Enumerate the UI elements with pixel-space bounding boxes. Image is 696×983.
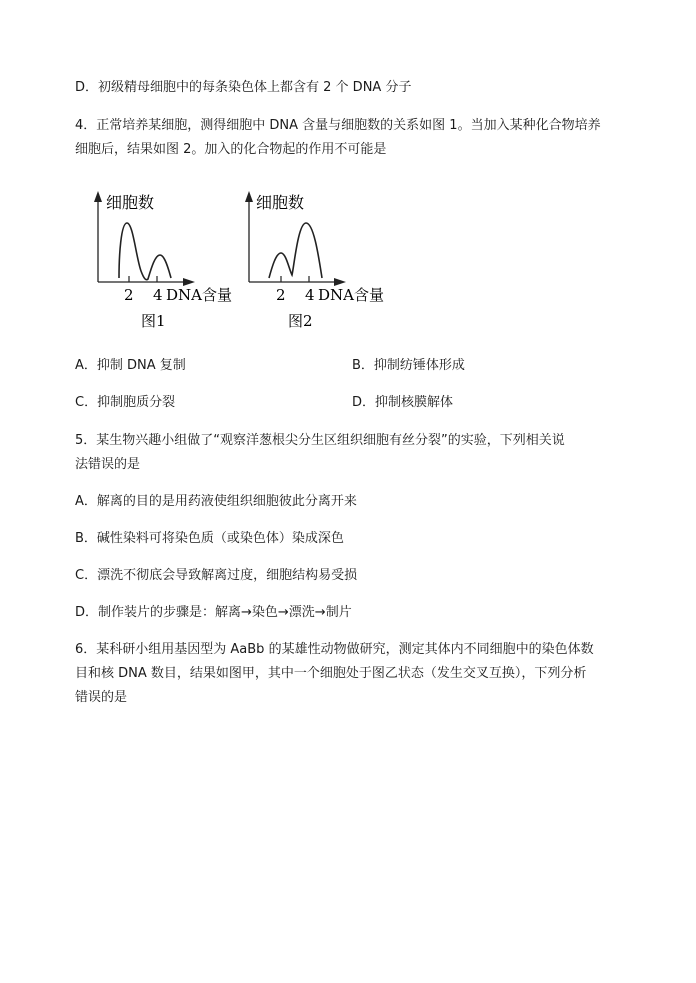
figure-2: [236, 185, 396, 335]
q3-option-d: D．初级精母细胞中的每条染色体上都含有 2 个 DNA 分子: [75, 80, 412, 95]
q5-stem-line1: 5．某生物兴趣小组做了“观察洋葱根尖分生区组织细胞有丝分裂”的实验，下列相关说: [75, 433, 565, 448]
q4-option-a[interactable]: A．抑制 DNA 复制: [75, 358, 186, 373]
y-axis-arrow: [245, 191, 253, 202]
y-axis-arrow: [94, 191, 102, 202]
q4-stem-line2: 细胞后，结果如图 2。加入的化合物起的作用不可能是: [75, 142, 387, 157]
q6-stem-line1: 6．某科研小组用基因型为 AaBb 的某雄性动物做研究，测定其体内不同细胞中的染色体数: [75, 642, 594, 657]
q5-option-a[interactable]: A．解离的目的是用药液使组织细胞彼此分离开来: [75, 494, 357, 509]
q4-stem-line1: 4．正常培养某细胞，测得细胞中 DNA 含量与细胞数的关系如图 1。当加入某种化合物培养: [75, 118, 601, 133]
tick-4-label: 4: [305, 286, 315, 304]
tick-2-label: 2: [124, 286, 134, 304]
q6-stem-line2: 目和核 DNA 数目，结果如图甲，其中一个细胞处于图乙状态（发生交叉互换），下列分析: [75, 666, 587, 681]
x-axis-arrow: [334, 278, 346, 286]
curve: [269, 223, 322, 278]
q4-option-c[interactable]: C．抑制胞质分裂: [75, 395, 176, 410]
figure-caption: 图1: [141, 312, 166, 330]
tick-2-label: 2: [276, 286, 286, 304]
x-axis-label: DNA含量: [318, 286, 384, 304]
q4-option-b[interactable]: B．抑制纺锤体形成: [352, 358, 465, 373]
x-axis-label: DNA含量: [166, 286, 232, 304]
q5-option-c[interactable]: C．漂洗不彻底会导致解离过度，细胞结构易受损: [75, 568, 358, 583]
y-axis-label: 细胞数: [256, 193, 305, 212]
q6-stem-line3: 错误的是: [75, 690, 128, 705]
x-axis-arrow: [183, 278, 195, 286]
q5-option-b[interactable]: B．碱性染料可将染色质（或染色体）染成深色: [75, 531, 344, 546]
figure-1: [85, 185, 245, 335]
q4-option-d[interactable]: D．抑制核膜解体: [352, 395, 454, 410]
figure-caption: 图2: [288, 312, 313, 330]
tick-4-label: 4: [153, 286, 163, 304]
q5-stem-line2: 法错误的是: [75, 457, 141, 472]
y-axis-label: 细胞数: [106, 193, 155, 212]
curve: [119, 223, 171, 280]
q5-option-d[interactable]: D．制作装片的步骤是：解离→染色→漂洗→制片: [75, 605, 352, 620]
